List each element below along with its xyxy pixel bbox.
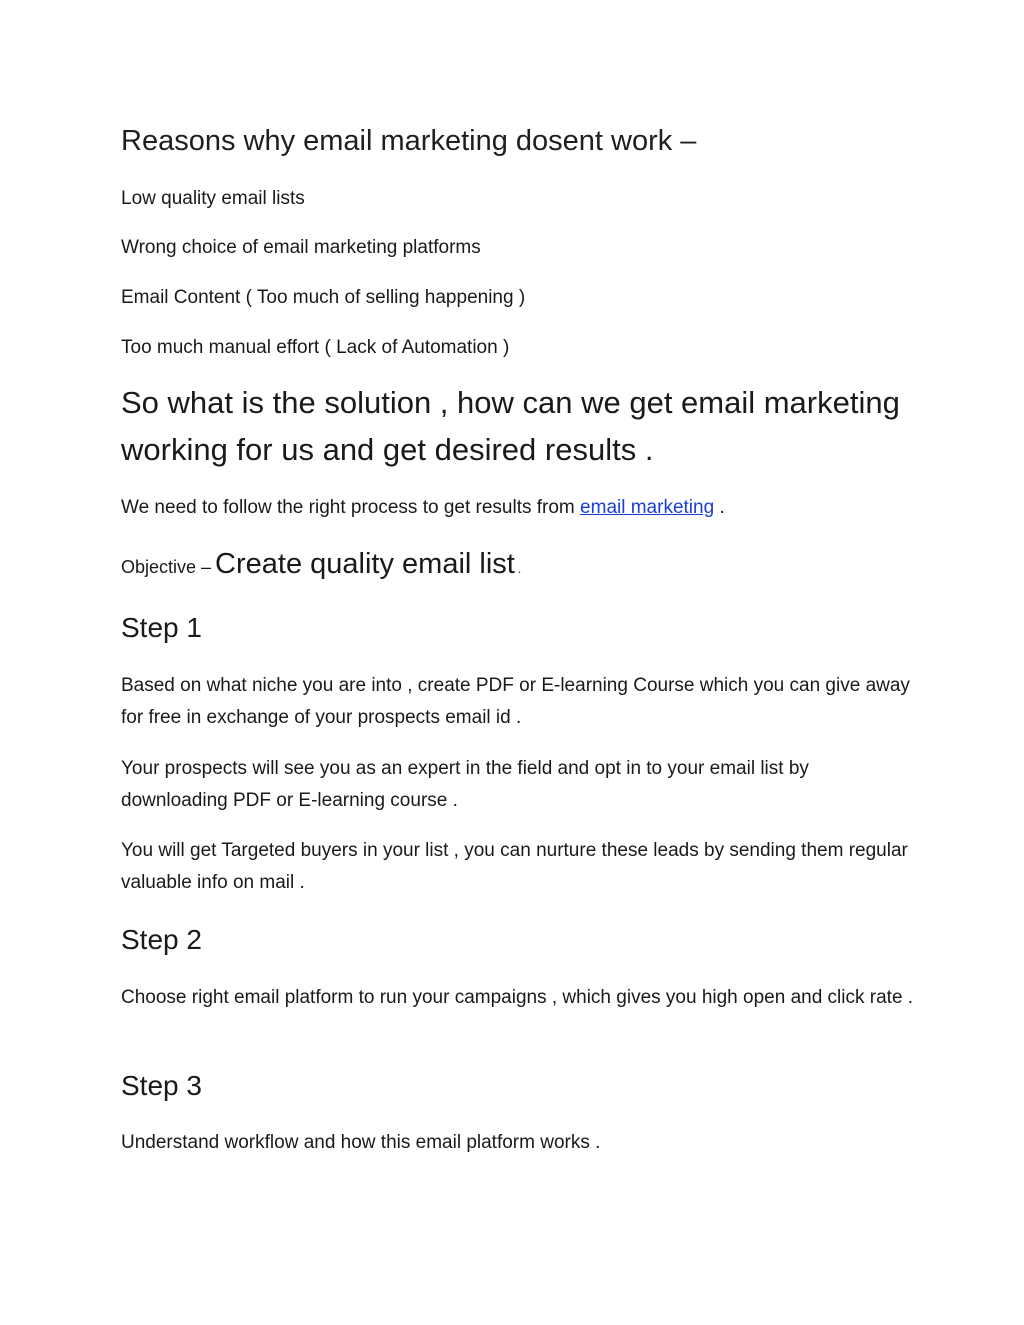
reason-item: Wrong choice of email marketing platforms <box>121 237 481 258</box>
objective-line <box>121 544 521 589</box>
step-3-paragraph: Understand workflow and how this email platform works . <box>121 1132 601 1153</box>
reason-item: Low quality email lists <box>121 188 305 209</box>
follow-process-text: We need to follow the right process to get results from <box>121 497 575 518</box>
step-1-paragraph: You will get Targeted buyers in your list , you can nurture these leads by sending them regular valuable info on mail . <box>121 840 908 893</box>
step-2-paragraph: Choose right email platform to run your campaigns , which gives you high open and click rate . <box>121 987 914 1008</box>
reason-item: Too much manual effort ( Lack of Automation ) <box>121 337 510 358</box>
step-3-heading: Step 3 <box>121 1070 202 1101</box>
objective-label: Objective – <box>121 557 212 577</box>
step-1-paragraph: Based on what niche you are into , create PDF or E-learning Course which you can give away for free in exchange of your prospects email id . <box>121 675 910 728</box>
heading-reasons: Reasons why email marketing dosent work – <box>121 125 697 157</box>
follow-process-paragraph <box>121 494 725 522</box>
heading-solution: So what is the solution , how can we get email marketing working for us and get desired results . <box>121 385 900 467</box>
email-marketing-link[interactable]: email marketing <box>580 497 715 518</box>
step-1-heading: Step 1 <box>121 612 202 643</box>
step-1-paragraph: Your prospects will see you as an expert in the field and opt in to your email list by downloading PDF or E-learning course . <box>121 758 809 811</box>
objective-end: . <box>517 562 522 576</box>
follow-process-end: . <box>719 497 725 518</box>
objective-title: Create quality email list <box>215 548 515 580</box>
step-2-heading: Step 2 <box>121 924 202 955</box>
reason-item: Email Content ( Too much of selling happening ) <box>121 287 526 308</box>
